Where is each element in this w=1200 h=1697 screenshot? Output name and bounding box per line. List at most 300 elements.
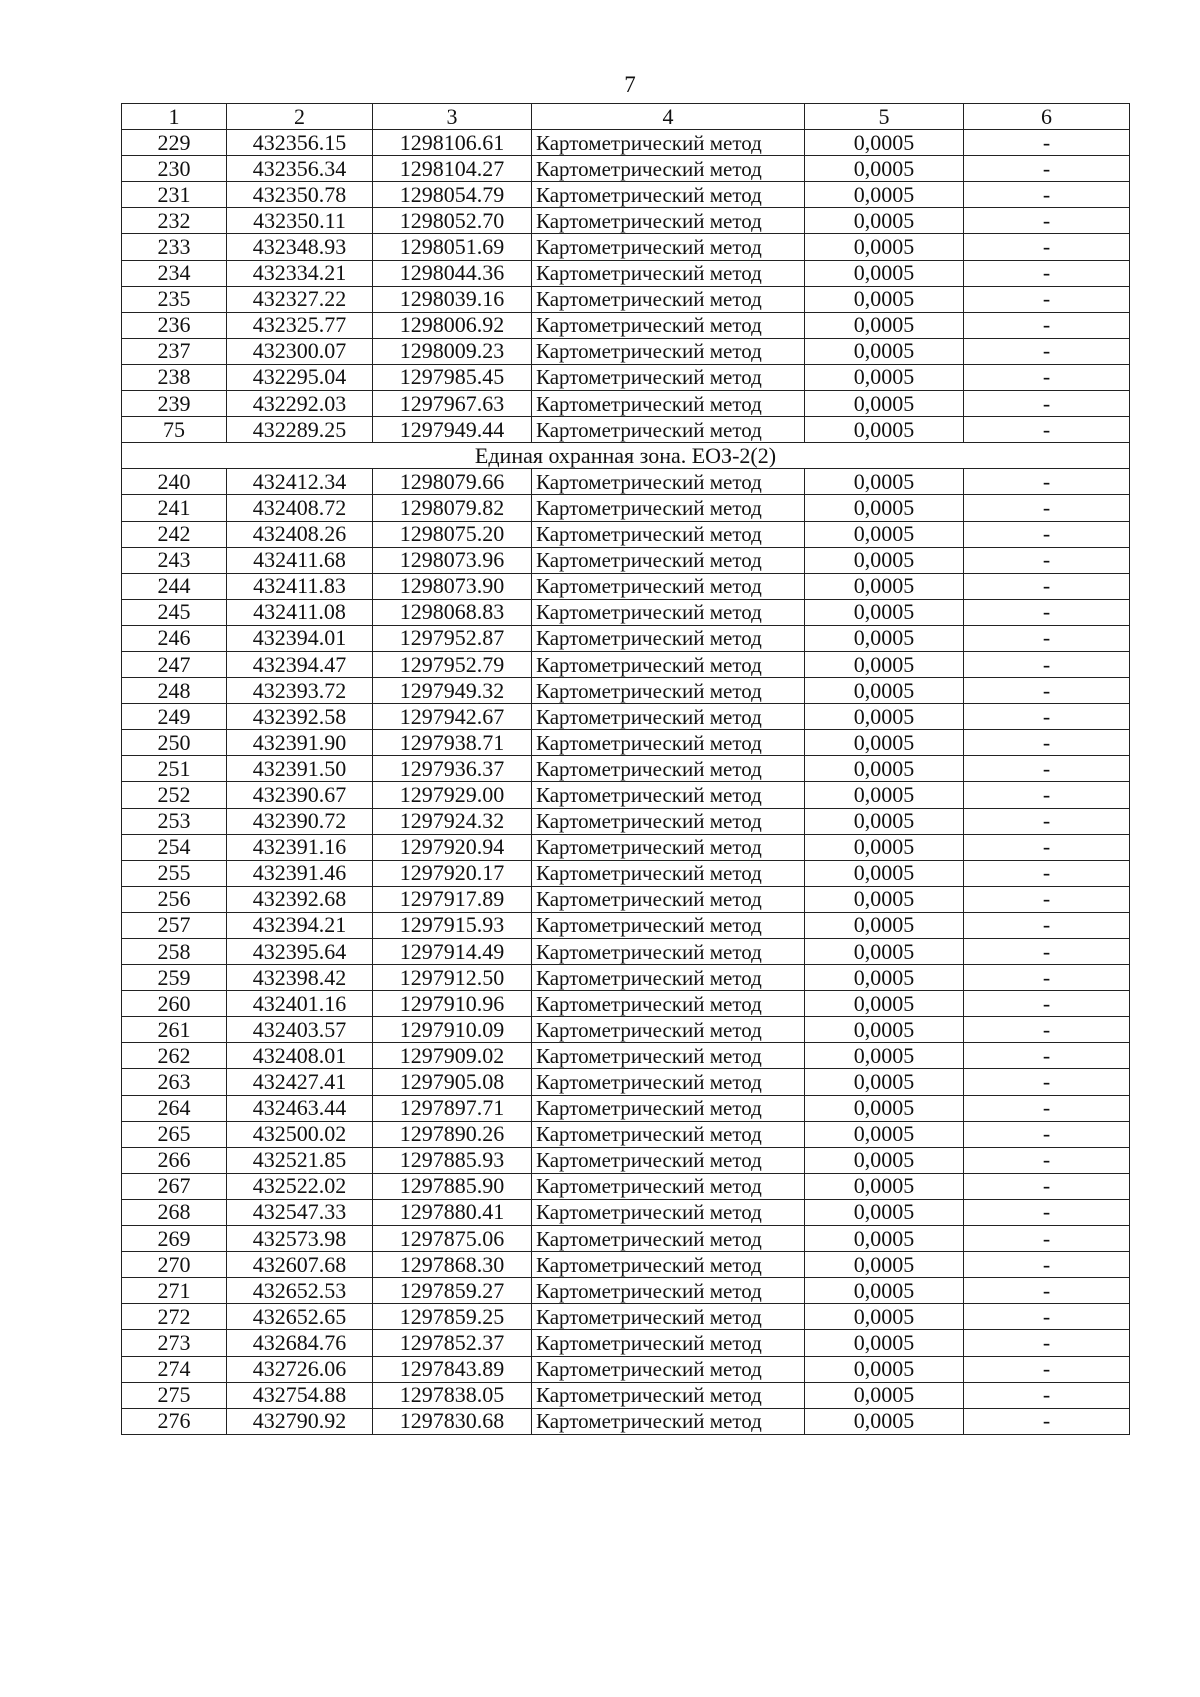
x-coordinate-cell: 432652.53 xyxy=(227,1278,373,1304)
x-coordinate-cell: 432394.47 xyxy=(227,651,373,677)
table-row xyxy=(122,1199,1130,1225)
x-coordinate-cell: 432726.06 xyxy=(227,1356,373,1382)
method-cell: Картометрический метод xyxy=(532,886,805,912)
note-cell: - xyxy=(964,1252,1130,1278)
table-row xyxy=(122,886,1130,912)
point-number-cell: 75 xyxy=(122,417,227,443)
method-cell: Картометрический метод xyxy=(532,469,805,495)
accuracy-cell: 0,0005 xyxy=(805,1408,964,1434)
method-cell: Картометрический метод xyxy=(532,1173,805,1199)
x-coordinate-cell: 432391.46 xyxy=(227,860,373,886)
y-coordinate-cell: 1297830.68 xyxy=(373,1408,532,1434)
table-row xyxy=(122,286,1130,312)
method-cell: Картометрический метод xyxy=(532,156,805,182)
point-number-cell: 250 xyxy=(122,730,227,756)
point-number-cell: 240 xyxy=(122,469,227,495)
x-coordinate-cell: 432391.16 xyxy=(227,834,373,860)
x-coordinate-cell: 432401.16 xyxy=(227,991,373,1017)
table-body xyxy=(122,104,1130,1435)
note-cell: - xyxy=(964,808,1130,834)
accuracy-cell: 0,0005 xyxy=(805,469,964,495)
y-coordinate-cell: 1297880.41 xyxy=(373,1199,532,1225)
point-number-cell: 269 xyxy=(122,1226,227,1252)
point-number-cell: 251 xyxy=(122,756,227,782)
point-number-cell: 249 xyxy=(122,704,227,730)
table-row xyxy=(122,1226,1130,1252)
method-cell: Картометрический метод xyxy=(532,1121,805,1147)
point-number-cell: 242 xyxy=(122,521,227,547)
note-cell: - xyxy=(964,260,1130,286)
y-coordinate-cell: 1297859.27 xyxy=(373,1278,532,1304)
x-coordinate-cell: 432394.01 xyxy=(227,625,373,651)
x-coordinate-cell: 432408.01 xyxy=(227,1043,373,1069)
table-row xyxy=(122,1173,1130,1199)
y-coordinate-cell: 1298073.96 xyxy=(373,547,532,573)
y-coordinate-cell: 1298104.27 xyxy=(373,156,532,182)
point-number-cell: 246 xyxy=(122,625,227,651)
x-coordinate-cell: 432684.76 xyxy=(227,1330,373,1356)
method-cell: Картометрический метод xyxy=(532,260,805,286)
x-coordinate-cell: 432391.90 xyxy=(227,730,373,756)
method-cell: Картометрический метод xyxy=(532,1017,805,1043)
table-row xyxy=(122,912,1130,938)
section-title: Единая охранная зона. ЕОЗ-2(2) xyxy=(122,443,1130,469)
y-coordinate-cell: 1297897.71 xyxy=(373,1095,532,1121)
note-cell: - xyxy=(964,1069,1130,1095)
note-cell: - xyxy=(964,651,1130,677)
note-cell: - xyxy=(964,391,1130,417)
table-row xyxy=(122,391,1130,417)
x-coordinate-cell: 432348.93 xyxy=(227,234,373,260)
note-cell: - xyxy=(964,625,1130,651)
x-coordinate-cell: 432411.68 xyxy=(227,547,373,573)
y-coordinate-cell: 1297910.09 xyxy=(373,1017,532,1043)
accuracy-cell: 0,0005 xyxy=(805,834,964,860)
table-row xyxy=(122,521,1130,547)
y-coordinate-cell: 1297905.08 xyxy=(373,1069,532,1095)
table-row xyxy=(122,547,1130,573)
note-cell: - xyxy=(964,1173,1130,1199)
point-number-cell: 254 xyxy=(122,834,227,860)
note-cell: - xyxy=(964,1278,1130,1304)
accuracy-cell: 0,0005 xyxy=(805,573,964,599)
note-cell: - xyxy=(964,1121,1130,1147)
note-cell: - xyxy=(964,469,1130,495)
method-cell: Картометрический метод xyxy=(532,651,805,677)
note-cell: - xyxy=(964,1043,1130,1069)
header-row xyxy=(122,104,1130,130)
note-cell: - xyxy=(964,1199,1130,1225)
note-cell: - xyxy=(964,1095,1130,1121)
point-number-cell: 255 xyxy=(122,860,227,886)
point-number-cell: 262 xyxy=(122,1043,227,1069)
point-number-cell: 260 xyxy=(122,991,227,1017)
accuracy-cell: 0,0005 xyxy=(805,521,964,547)
accuracy-cell: 0,0005 xyxy=(805,1095,964,1121)
point-number-cell: 263 xyxy=(122,1069,227,1095)
note-cell: - xyxy=(964,338,1130,364)
y-coordinate-cell: 1297917.89 xyxy=(373,886,532,912)
note-cell: - xyxy=(964,939,1130,965)
y-coordinate-cell: 1297952.87 xyxy=(373,625,532,651)
table-row xyxy=(122,651,1130,677)
x-coordinate-cell: 432392.68 xyxy=(227,886,373,912)
table-row xyxy=(122,260,1130,286)
x-coordinate-cell: 432408.26 xyxy=(227,521,373,547)
table-row xyxy=(122,156,1130,182)
table-row xyxy=(122,573,1130,599)
method-cell: Картометрический метод xyxy=(532,678,805,704)
x-coordinate-cell: 432350.11 xyxy=(227,208,373,234)
table-row xyxy=(122,234,1130,260)
table-row xyxy=(122,1017,1130,1043)
table-row xyxy=(122,991,1130,1017)
coordinates-table xyxy=(121,103,1130,1435)
y-coordinate-cell: 1297949.32 xyxy=(373,678,532,704)
y-coordinate-cell: 1298079.66 xyxy=(373,469,532,495)
note-cell: - xyxy=(964,495,1130,521)
table-row xyxy=(122,599,1130,625)
accuracy-cell: 0,0005 xyxy=(805,599,964,625)
table-row xyxy=(122,965,1130,991)
y-coordinate-cell: 1297967.63 xyxy=(373,391,532,417)
note-cell: - xyxy=(964,1017,1130,1043)
x-coordinate-cell: 432573.98 xyxy=(227,1226,373,1252)
method-cell: Картометрический метод xyxy=(532,756,805,782)
accuracy-cell: 0,0005 xyxy=(805,417,964,443)
point-number-cell: 257 xyxy=(122,912,227,938)
x-coordinate-cell: 432408.72 xyxy=(227,495,373,521)
note-cell: - xyxy=(964,1226,1130,1252)
x-coordinate-cell: 432334.21 xyxy=(227,260,373,286)
point-number-cell: 237 xyxy=(122,338,227,364)
point-number-cell: 233 xyxy=(122,234,227,260)
point-number-cell: 232 xyxy=(122,208,227,234)
x-coordinate-cell: 432390.67 xyxy=(227,782,373,808)
note-cell: - xyxy=(964,991,1130,1017)
accuracy-cell: 0,0005 xyxy=(805,678,964,704)
point-number-cell: 241 xyxy=(122,495,227,521)
table-row xyxy=(122,1121,1130,1147)
y-coordinate-cell: 1297868.30 xyxy=(373,1252,532,1278)
note-cell: - xyxy=(964,834,1130,860)
note-cell: - xyxy=(964,156,1130,182)
method-cell: Картометрический метод xyxy=(532,547,805,573)
accuracy-cell: 0,0005 xyxy=(805,965,964,991)
y-coordinate-cell: 1297985.45 xyxy=(373,364,532,390)
table-row xyxy=(122,1408,1130,1434)
accuracy-cell: 0,0005 xyxy=(805,704,964,730)
note-cell: - xyxy=(964,286,1130,312)
x-coordinate-cell: 432463.44 xyxy=(227,1095,373,1121)
x-coordinate-cell: 432327.22 xyxy=(227,286,373,312)
point-number-cell: 252 xyxy=(122,782,227,808)
table-row xyxy=(122,782,1130,808)
y-coordinate-cell: 1298009.23 xyxy=(373,338,532,364)
method-cell: Картометрический метод xyxy=(532,808,805,834)
point-number-cell: 234 xyxy=(122,260,227,286)
table-row xyxy=(122,417,1130,443)
y-coordinate-cell: 1298075.20 xyxy=(373,521,532,547)
point-number-cell: 231 xyxy=(122,182,227,208)
y-coordinate-cell: 1297915.93 xyxy=(373,912,532,938)
note-cell: - xyxy=(964,1304,1130,1330)
table-row xyxy=(122,1252,1130,1278)
point-number-cell: 229 xyxy=(122,130,227,156)
x-coordinate-cell: 432500.02 xyxy=(227,1121,373,1147)
x-coordinate-cell: 432394.21 xyxy=(227,912,373,938)
y-coordinate-cell: 1297910.96 xyxy=(373,991,532,1017)
accuracy-cell: 0,0005 xyxy=(805,860,964,886)
method-cell: Картометрический метод xyxy=(532,417,805,443)
x-coordinate-cell: 432356.15 xyxy=(227,130,373,156)
note-cell: - xyxy=(964,364,1130,390)
note-cell: - xyxy=(964,704,1130,730)
accuracy-cell: 0,0005 xyxy=(805,208,964,234)
method-cell: Картометрический метод xyxy=(532,1147,805,1173)
method-cell: Картометрический метод xyxy=(532,730,805,756)
point-number-cell: 259 xyxy=(122,965,227,991)
note-cell: - xyxy=(964,1408,1130,1434)
point-number-cell: 275 xyxy=(122,1382,227,1408)
section-title-row xyxy=(122,443,1130,469)
method-cell: Картометрический метод xyxy=(532,860,805,886)
y-coordinate-cell: 1298044.36 xyxy=(373,260,532,286)
table-row xyxy=(122,130,1130,156)
method-cell: Картометрический метод xyxy=(532,1069,805,1095)
note-cell: - xyxy=(964,965,1130,991)
table-row xyxy=(122,1043,1130,1069)
x-coordinate-cell: 432607.68 xyxy=(227,1252,373,1278)
point-number-cell: 238 xyxy=(122,364,227,390)
note-cell: - xyxy=(964,886,1130,912)
table-row xyxy=(122,1147,1130,1173)
accuracy-cell: 0,0005 xyxy=(805,939,964,965)
table-row xyxy=(122,1382,1130,1408)
table-row xyxy=(122,1278,1130,1304)
table-row xyxy=(122,1356,1130,1382)
y-coordinate-cell: 1297938.71 xyxy=(373,730,532,756)
method-cell: Картометрический метод xyxy=(532,625,805,651)
point-number-cell: 271 xyxy=(122,1278,227,1304)
point-number-cell: 264 xyxy=(122,1095,227,1121)
x-coordinate-cell: 432652.65 xyxy=(227,1304,373,1330)
accuracy-cell: 0,0005 xyxy=(805,156,964,182)
point-number-cell: 261 xyxy=(122,1017,227,1043)
accuracy-cell: 0,0005 xyxy=(805,808,964,834)
accuracy-cell: 0,0005 xyxy=(805,730,964,756)
x-coordinate-cell: 432395.64 xyxy=(227,939,373,965)
y-coordinate-cell: 1297890.26 xyxy=(373,1121,532,1147)
y-coordinate-cell: 1297949.44 xyxy=(373,417,532,443)
y-coordinate-cell: 1297920.17 xyxy=(373,860,532,886)
y-coordinate-cell: 1298079.82 xyxy=(373,495,532,521)
accuracy-cell: 0,0005 xyxy=(805,182,964,208)
x-coordinate-cell: 432547.33 xyxy=(227,1199,373,1225)
x-coordinate-cell: 432427.41 xyxy=(227,1069,373,1095)
point-number-cell: 266 xyxy=(122,1147,227,1173)
accuracy-cell: 0,0005 xyxy=(805,1382,964,1408)
accuracy-cell: 0,0005 xyxy=(805,1356,964,1382)
table-row xyxy=(122,756,1130,782)
method-cell: Картометрический метод xyxy=(532,599,805,625)
method-cell: Картометрический метод xyxy=(532,1304,805,1330)
note-cell: - xyxy=(964,860,1130,886)
table-row xyxy=(122,208,1130,234)
accuracy-cell: 0,0005 xyxy=(805,886,964,912)
y-coordinate-cell: 1297838.05 xyxy=(373,1382,532,1408)
method-cell: Картометрический метод xyxy=(532,939,805,965)
accuracy-cell: 0,0005 xyxy=(805,756,964,782)
header-cell: 3 xyxy=(373,104,532,130)
method-cell: Картометрический метод xyxy=(532,965,805,991)
point-number-cell: 265 xyxy=(122,1121,227,1147)
page-number: 7 xyxy=(624,72,636,97)
point-number-cell: 239 xyxy=(122,391,227,417)
method-cell: Картометрический метод xyxy=(532,208,805,234)
method-cell: Картометрический метод xyxy=(532,782,805,808)
accuracy-cell: 0,0005 xyxy=(805,391,964,417)
accuracy-cell: 0,0005 xyxy=(805,1226,964,1252)
accuracy-cell: 0,0005 xyxy=(805,1304,964,1330)
table-row xyxy=(122,1304,1130,1330)
y-coordinate-cell: 1297852.37 xyxy=(373,1330,532,1356)
method-cell: Картометрический метод xyxy=(532,1252,805,1278)
accuracy-cell: 0,0005 xyxy=(805,495,964,521)
method-cell: Картометрический метод xyxy=(532,1330,805,1356)
header-cell: 6 xyxy=(964,104,1130,130)
note-cell: - xyxy=(964,912,1130,938)
method-cell: Картометрический метод xyxy=(532,364,805,390)
x-coordinate-cell: 432289.25 xyxy=(227,417,373,443)
x-coordinate-cell: 432390.72 xyxy=(227,808,373,834)
table-row xyxy=(122,1069,1130,1095)
note-cell: - xyxy=(964,312,1130,338)
y-coordinate-cell: 1297952.79 xyxy=(373,651,532,677)
accuracy-cell: 0,0005 xyxy=(805,912,964,938)
table-row xyxy=(122,1330,1130,1356)
method-cell: Картометрический метод xyxy=(532,182,805,208)
point-number-cell: 230 xyxy=(122,156,227,182)
table-row xyxy=(122,469,1130,495)
table-row xyxy=(122,939,1130,965)
note-cell: - xyxy=(964,521,1130,547)
accuracy-cell: 0,0005 xyxy=(805,651,964,677)
note-cell: - xyxy=(964,208,1130,234)
method-cell: Картометрический метод xyxy=(532,521,805,547)
accuracy-cell: 0,0005 xyxy=(805,260,964,286)
header-cell: 1 xyxy=(122,104,227,130)
point-number-cell: 273 xyxy=(122,1330,227,1356)
x-coordinate-cell: 432350.78 xyxy=(227,182,373,208)
y-coordinate-cell: 1297936.37 xyxy=(373,756,532,782)
method-cell: Картометрический метод xyxy=(532,391,805,417)
method-cell: Картометрический метод xyxy=(532,1278,805,1304)
y-coordinate-cell: 1298051.69 xyxy=(373,234,532,260)
y-coordinate-cell: 1297885.90 xyxy=(373,1173,532,1199)
point-number-cell: 236 xyxy=(122,312,227,338)
x-coordinate-cell: 432393.72 xyxy=(227,678,373,704)
point-number-cell: 256 xyxy=(122,886,227,912)
method-cell: Картометрический метод xyxy=(532,312,805,338)
table-row xyxy=(122,730,1130,756)
point-number-cell: 235 xyxy=(122,286,227,312)
accuracy-cell: 0,0005 xyxy=(805,338,964,364)
y-coordinate-cell: 1297859.25 xyxy=(373,1304,532,1330)
accuracy-cell: 0,0005 xyxy=(805,1330,964,1356)
y-coordinate-cell: 1298006.92 xyxy=(373,312,532,338)
y-coordinate-cell: 1298073.90 xyxy=(373,573,532,599)
note-cell: - xyxy=(964,234,1130,260)
point-number-cell: 272 xyxy=(122,1304,227,1330)
note-cell: - xyxy=(964,599,1130,625)
table-row xyxy=(122,312,1130,338)
accuracy-cell: 0,0005 xyxy=(805,1147,964,1173)
table-row xyxy=(122,860,1130,886)
y-coordinate-cell: 1298106.61 xyxy=(373,130,532,156)
point-number-cell: 258 xyxy=(122,939,227,965)
x-coordinate-cell: 432754.88 xyxy=(227,1382,373,1408)
accuracy-cell: 0,0005 xyxy=(805,1199,964,1225)
accuracy-cell: 0,0005 xyxy=(805,1121,964,1147)
y-coordinate-cell: 1297914.49 xyxy=(373,939,532,965)
x-coordinate-cell: 432356.34 xyxy=(227,156,373,182)
table-row xyxy=(122,704,1130,730)
method-cell: Картометрический метод xyxy=(532,1199,805,1225)
note-cell: - xyxy=(964,678,1130,704)
point-number-cell: 248 xyxy=(122,678,227,704)
header-cell: 4 xyxy=(532,104,805,130)
accuracy-cell: 0,0005 xyxy=(805,782,964,808)
table-row xyxy=(122,364,1130,390)
table-row xyxy=(122,678,1130,704)
point-number-cell: 253 xyxy=(122,808,227,834)
method-cell: Картометрический метод xyxy=(532,1043,805,1069)
y-coordinate-cell: 1298052.70 xyxy=(373,208,532,234)
x-coordinate-cell: 432411.83 xyxy=(227,573,373,599)
table-row xyxy=(122,625,1130,651)
point-number-cell: 274 xyxy=(122,1356,227,1382)
accuracy-cell: 0,0005 xyxy=(805,1278,964,1304)
point-number-cell: 245 xyxy=(122,599,227,625)
y-coordinate-cell: 1297920.94 xyxy=(373,834,532,860)
y-coordinate-cell: 1297843.89 xyxy=(373,1356,532,1382)
table-row xyxy=(122,182,1130,208)
accuracy-cell: 0,0005 xyxy=(805,1043,964,1069)
point-number-cell: 244 xyxy=(122,573,227,599)
method-cell: Картометрический метод xyxy=(532,234,805,260)
header-cell: 2 xyxy=(227,104,373,130)
note-cell: - xyxy=(964,1382,1130,1408)
y-coordinate-cell: 1297942.67 xyxy=(373,704,532,730)
table-row xyxy=(122,808,1130,834)
method-cell: Картометрический метод xyxy=(532,573,805,599)
note-cell: - xyxy=(964,756,1130,782)
y-coordinate-cell: 1298039.16 xyxy=(373,286,532,312)
method-cell: Картометрический метод xyxy=(532,912,805,938)
accuracy-cell: 0,0005 xyxy=(805,286,964,312)
note-cell: - xyxy=(964,782,1130,808)
x-coordinate-cell: 432300.07 xyxy=(227,338,373,364)
table-row xyxy=(122,495,1130,521)
x-coordinate-cell: 432790.92 xyxy=(227,1408,373,1434)
accuracy-cell: 0,0005 xyxy=(805,625,964,651)
method-cell: Картометрический метод xyxy=(532,130,805,156)
y-coordinate-cell: 1297929.00 xyxy=(373,782,532,808)
header-cell: 5 xyxy=(805,104,964,130)
x-coordinate-cell: 432325.77 xyxy=(227,312,373,338)
note-cell: - xyxy=(964,417,1130,443)
